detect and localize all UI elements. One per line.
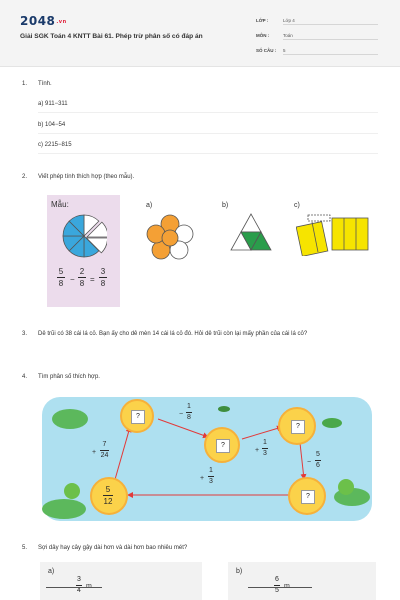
question-4-text: Tìm phân số thích hợp. (38, 374, 100, 380)
numerator: 3 (100, 267, 106, 276)
option-b-label: b) (222, 202, 229, 209)
rope-length-fraction (76, 576, 82, 595)
answer-box[interactable]: ? (291, 420, 305, 434)
sample-panel (47, 195, 120, 307)
logo-main: 2048 (20, 14, 56, 28)
edge-fraction-3 (262, 439, 268, 458)
edge-sign: + (92, 449, 97, 456)
rope-panel (40, 562, 202, 600)
edge-sign: + (200, 475, 205, 482)
edge-fraction-5 (208, 467, 214, 486)
edge-sign: + (255, 447, 260, 454)
question-3 (22, 329, 378, 340)
edge-sign: − (179, 411, 184, 418)
numerator: 1 (187, 403, 191, 410)
numerator: 1 (263, 439, 267, 446)
rope-line (46, 587, 102, 588)
equals-sign: = (90, 275, 95, 284)
option-c-label: c) (294, 202, 300, 209)
edge-fraction-2 (186, 403, 192, 422)
question-1-text: Tính. (38, 81, 52, 87)
node-circle-2 (204, 427, 240, 463)
question-3-number: 3. (22, 331, 28, 337)
node-circle-start (90, 477, 128, 515)
sample-label: Mẫu: (51, 200, 69, 209)
edge-fraction-1 (100, 441, 109, 460)
stick-panel (228, 562, 376, 600)
question-1-item-c: c) 2215−815 (38, 142, 72, 148)
question-4-number: 4. (22, 374, 28, 380)
page-title: Giải SGK Toán 4 KNTT Bài 61. Phép trừ phân số có đáp án (20, 33, 203, 40)
subject-label: MÔN : (256, 33, 270, 38)
question-count-label: SỐ CÂU : (256, 48, 277, 53)
question-4 (22, 374, 100, 380)
sample-pie-icon (61, 213, 107, 259)
denominator: 5 (275, 587, 279, 594)
sample-fraction-3 (99, 267, 107, 288)
edge-sign: − (307, 459, 312, 466)
denominator: 3 (209, 478, 213, 485)
sample-fraction-2 (78, 267, 86, 288)
question-5 (22, 545, 187, 551)
answer-box[interactable]: ? (301, 490, 315, 504)
question-1 (22, 81, 52, 87)
stick-length-fraction (274, 576, 280, 595)
answer-box[interactable]: ? (216, 439, 230, 453)
option-a-label: a) (48, 568, 55, 575)
numerator: 3 (77, 576, 81, 583)
divider (38, 112, 378, 113)
worksheet-header (0, 0, 400, 67)
denominator: 24 (100, 452, 109, 459)
subject-value: Toán (283, 33, 378, 40)
denominator: 8 (100, 279, 106, 288)
site-logo[interactable] (20, 14, 67, 28)
flower-shape-icon (146, 214, 194, 260)
denominator: 3 (263, 450, 267, 457)
option-a-label: a) (146, 202, 153, 209)
numerator: 5 (105, 485, 111, 494)
stick-line (248, 587, 312, 588)
denominator: 8 (187, 414, 191, 421)
question-1-item-a: a) 911−311 (38, 101, 68, 107)
numerator: 6 (275, 576, 279, 583)
lily-pad-icon (42, 499, 86, 519)
grade-label: LỚP : (256, 18, 269, 23)
logo-sub: .vn (56, 19, 67, 25)
question-5-number: 5. (22, 545, 28, 551)
divider (38, 133, 378, 134)
question-count-value: 5 (283, 48, 378, 55)
question-1-item-b: b) 104−54 (38, 122, 66, 128)
numerator: 5 (316, 451, 320, 458)
question-2 (22, 174, 134, 180)
question-5-text: Sợi dây hay cây gậy dài hơn và dài hơn bao nhiêu mét? (38, 545, 188, 551)
pond-diagram (42, 397, 372, 521)
lily-pad-icon (52, 409, 88, 429)
question-2-text: Viết phép tính thích hợp (theo mẫu). (38, 174, 135, 180)
numerator: 5 (58, 267, 64, 276)
node-circle-1 (120, 399, 154, 433)
rectangle-shape-icon (296, 212, 376, 256)
denominator: 8 (58, 279, 64, 288)
numerator: 1 (209, 467, 213, 474)
denominator: 12 (103, 497, 113, 506)
node-circle-3 (278, 407, 316, 445)
node-circle-4 (288, 477, 326, 515)
start-fraction (103, 485, 113, 506)
unit-label: m (86, 583, 92, 590)
question-1-number: 1. (22, 81, 28, 87)
tadpole-icon (218, 406, 230, 412)
denominator: 6 (316, 462, 320, 469)
denominator: 4 (77, 587, 81, 594)
frog-icon (338, 479, 354, 495)
sample-fraction-1 (57, 267, 65, 288)
triangle-shape-icon (225, 212, 277, 258)
fish-icon (322, 418, 342, 428)
question-2-number: 2. (22, 174, 28, 180)
divider (38, 153, 378, 154)
numerator: 2 (79, 267, 85, 276)
answer-box[interactable]: ? (131, 410, 145, 424)
option-b-label: b) (236, 568, 243, 575)
denominator: 8 (79, 279, 85, 288)
grade-value: Lớp 4 (283, 18, 378, 25)
edge-fraction-4 (315, 451, 321, 470)
frog-icon (64, 483, 80, 499)
question-3-text: Dê trũi có 38 cái lá cỏ. Bạn ấy cho dê mèn 14 cái lá cỏ đó. Hỏi dê trũi còn lại mấy phần của cái lá cỏ? (38, 331, 308, 337)
unit-label: m (284, 583, 290, 590)
numerator: 7 (102, 441, 107, 448)
minus-sign: − (70, 275, 75, 284)
